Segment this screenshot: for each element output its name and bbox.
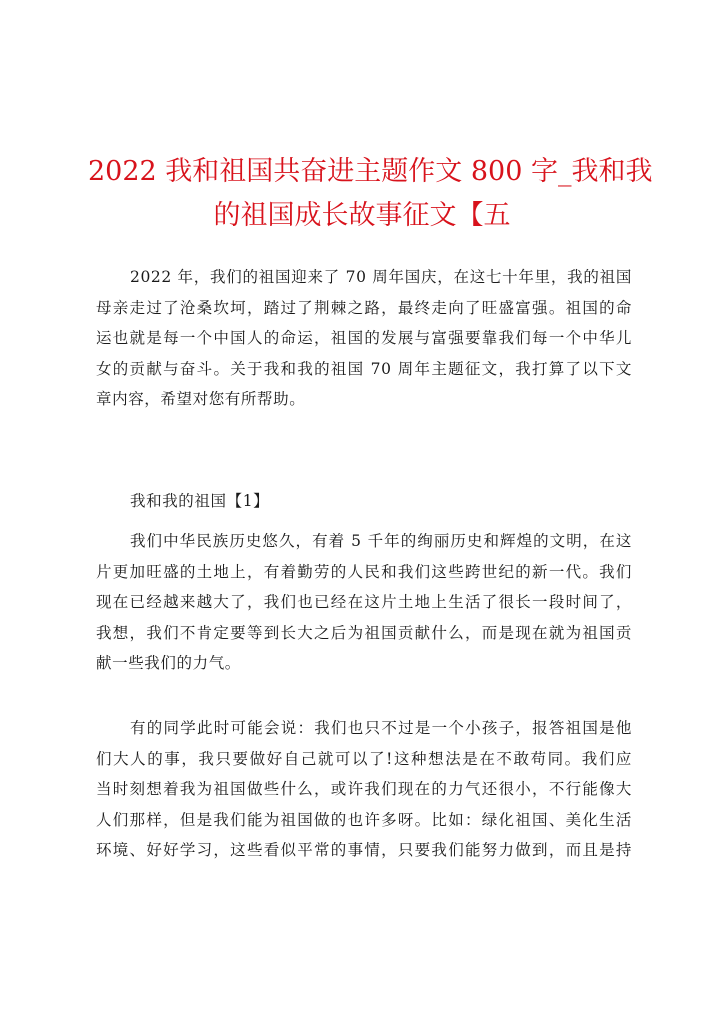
document-title	[88, 150, 653, 238]
paragraph-line: 当时刻想着我为祖国做些什么，或许我们现在的力气还很小，不行能像大	[96, 780, 632, 798]
paragraph-line: 女的贡献与奋斗。关于我和我的祖国 70 周年主题征文，我打算了以下文	[96, 359, 632, 378]
body-paragraph	[96, 526, 632, 679]
paragraph-line: 献一些我们的力气。	[96, 654, 241, 672]
paragraph-line: 章内容，希望对您有所帮助。	[96, 390, 306, 408]
paragraph-line: 我们中华民族历史悠久，有着 5 千年的绚丽历史和辉煌的文明，在这	[130, 532, 632, 550]
intro-paragraph	[96, 262, 632, 415]
paragraph-line: 人们那样，但是我们能为祖国做的也许多呀。比如：绿化祖国、美化生活	[96, 810, 632, 829]
paragraph-line: 片更加旺盛的土地上，有着勤劳的人民和我们这些跨世纪的新一代。我们	[96, 562, 632, 581]
title-line: 的祖国成长故事征文【五	[213, 200, 511, 231]
section-heading	[130, 486, 269, 517]
section-heading-text: 我和我的祖国【1】	[130, 492, 270, 510]
paragraph-line: 母亲走过了沧桑坎坷，踏过了荆棘之路，最终走向了旺盛富强。祖国的命	[96, 298, 632, 317]
paragraph-line: 我想，我们不肯定要等到长大之后为祖国贡献什么，而是现在就为祖国贡	[96, 623, 632, 642]
paragraph-line: 现在已经越来越大了，我们也已经在这片土地上生活了很长一段时间了，	[96, 593, 632, 611]
paragraph-line: 运也就是每一个中国人的命运，祖国的发展与富强要靠我们每一个中华儿	[96, 329, 632, 347]
title-line: 2022 我和祖国共奋进主题作文 800 字_我和我	[88, 156, 653, 187]
body-paragraph	[96, 713, 632, 866]
paragraph-line: 环境、好好学习，这些看似平常的事情，只要我们能努力做到，而且是持	[96, 841, 632, 859]
paragraph-line: 们大人的事，我只要做好自己就可以了!这种想法是在不敢苟同。我们应	[96, 749, 632, 768]
paragraph-line: 有的同学此时可能会说：我们也只不过是一个小孩子，报答祖国是他	[130, 719, 632, 737]
paragraph-line: 2022 年，我们的祖国迎来了 70 周年国庆，在这七十年里，我的祖国	[130, 268, 632, 286]
